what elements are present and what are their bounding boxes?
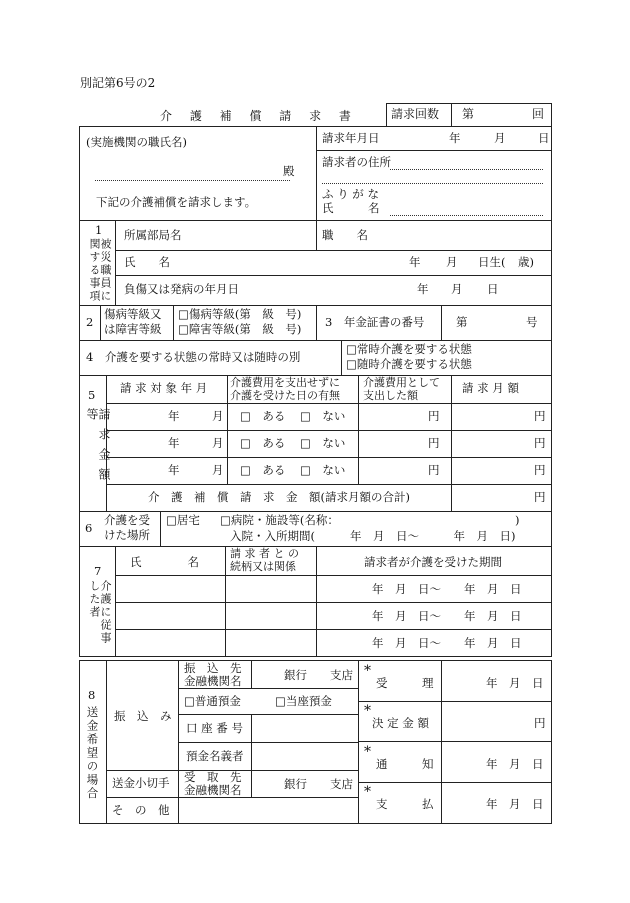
claim-date-month: 月: [494, 131, 506, 145]
notice-label: 通 知: [376, 757, 434, 771]
org-label: (実施機関の職氏名): [86, 135, 187, 149]
sec7-number: 7: [94, 564, 102, 578]
row-year: 年: [168, 409, 180, 423]
row-month: 月: [212, 409, 224, 423]
decided-amount-label: 決 定 金 額: [372, 716, 429, 730]
account-holder-label: 預金名義者: [186, 749, 244, 763]
post-label: 職 名: [322, 228, 368, 242]
decided-amount-yen: 円: [534, 716, 546, 730]
hospital-close-paren: ): [515, 513, 520, 527]
address-field-2[interactable]: [322, 183, 543, 184]
care-status-label: 4 介護を要する状態の常時又は随時の別: [86, 350, 301, 364]
sec6-number: 6: [85, 521, 93, 535]
has-days-option[interactable]: □ ある: [240, 463, 286, 477]
office-star: *: [364, 663, 371, 679]
row-year: 年: [168, 463, 180, 477]
sickness-grade-option[interactable]: □傷病等級(第 級 号): [178, 307, 302, 321]
payment-label: 支 払: [376, 797, 434, 811]
row-amount-yen: 円: [534, 463, 546, 477]
total-claim-label: 介 護 補 償 請 求 金 額(請求月額の合計): [148, 490, 410, 504]
form-title: 介 護 補 償 請 求 書: [160, 109, 358, 123]
sec5-number: 5: [88, 388, 96, 402]
injury-day: 日: [487, 282, 499, 296]
claim-month-header: 請 求 対 象 年 月: [120, 381, 208, 395]
pension-cert-prefix: 第: [456, 315, 468, 329]
disability-grade-option[interactable]: □障害等級(第 級 号): [178, 322, 302, 336]
transfer-bank-label-2: 金融機関名: [184, 674, 242, 688]
injury-year: 年: [417, 282, 429, 296]
birth-year: 年: [409, 255, 421, 269]
row-year: 年: [168, 436, 180, 450]
transfer-bank-label-1: 振 込 先: [184, 661, 242, 675]
row-amount-yen: 円: [534, 409, 546, 423]
dept-label: 所属部局名: [124, 228, 182, 242]
stay-period-label: 入院・入所期間(: [230, 529, 315, 543]
claimant-name-label: 氏 名: [322, 201, 380, 215]
account-number-label: 口 座 番 号: [186, 721, 243, 735]
occasional-care-option[interactable]: □随時介護を要する状態: [346, 357, 472, 371]
injury-month: 月: [451, 282, 463, 296]
total-claim-yen: 円: [534, 490, 546, 504]
org-name-field[interactable]: [95, 180, 290, 181]
office-star: *: [364, 703, 371, 719]
grade-label-2: は障害等級: [104, 322, 162, 336]
sec1-number: 1: [95, 223, 103, 237]
sec7-heading: 介護に従事した者: [88, 580, 112, 645]
birth-day: 日生(: [478, 255, 506, 269]
claim-date-year: 年: [449, 131, 461, 145]
checking-deposit-option[interactable]: □当座預金: [275, 694, 332, 708]
request-statement: 下記の介護補償を請求します。: [96, 195, 257, 209]
received-label: 受 理: [376, 676, 434, 690]
dono-label: 殿: [283, 164, 295, 178]
birth-month: 月: [446, 255, 458, 269]
expense-header-2: 支出した額: [363, 389, 418, 402]
care-place-label-2: けた場所: [104, 528, 150, 542]
ordinary-deposit-option[interactable]: □普通預金: [184, 694, 241, 708]
claimant-name-field[interactable]: [390, 215, 543, 216]
row-month: 月: [212, 463, 224, 477]
office-star: *: [364, 744, 371, 760]
no-expense-header-2: 介護を受けた日の有無: [230, 389, 340, 402]
no-days-option[interactable]: □ ない: [300, 436, 346, 450]
recv-bank-label-2: 金融機関名: [184, 783, 242, 797]
no-days-option[interactable]: □ ない: [300, 409, 346, 423]
hospital-option[interactable]: □病院・施設等(名称：: [220, 513, 339, 527]
claim-count-suffix: 回: [532, 107, 545, 121]
row-expense-yen: 円: [428, 409, 440, 423]
birth-age: 歳): [518, 255, 534, 269]
row-expense-yen: 円: [428, 436, 440, 450]
received-date: 年 月 日: [486, 676, 544, 690]
sec1-heading: 被災職員に関する事項: [88, 238, 112, 303]
sec8-heading: 送金希望の場合: [85, 706, 100, 801]
other-label: そ の 他: [112, 803, 170, 817]
injury-date-label: 負傷又は発病の年月日: [124, 282, 239, 296]
monthly-amount-header: 請 求 月 額: [462, 381, 519, 395]
remittance-check-label: 送金小切手: [112, 776, 170, 790]
recv-bank-name: 銀行 支店: [284, 777, 353, 791]
claim-count-label: 請求回数: [391, 107, 440, 121]
care-period-row: 年 月 日～ 年 月 日: [372, 609, 522, 623]
address-label: 請求者の住所: [322, 155, 391, 169]
claim-date-label: 請求年月日: [322, 131, 380, 145]
care-period-row: 年 月 日～ 年 月 日: [372, 582, 522, 596]
address-field-1[interactable]: [390, 169, 543, 170]
victim-name-label: 氏 名: [124, 255, 170, 269]
grade-label-1: 傷病等級又: [104, 307, 162, 321]
sec8-number: 8: [88, 688, 96, 702]
has-days-option[interactable]: □ ある: [240, 436, 286, 450]
notice-date: 年 月 日: [486, 757, 544, 771]
payment-date: 年 月 日: [486, 797, 544, 811]
home-option[interactable]: □居宅: [166, 513, 200, 527]
no-days-option[interactable]: □ ない: [300, 463, 346, 477]
care-period-row: 年 月 日～ 年 月 日: [372, 636, 522, 650]
pension-cert-suffix: 号: [526, 315, 538, 329]
care-period-header: 請求者が介護を受けた期間: [364, 555, 502, 569]
caregiver-name-header: 氏 名: [130, 555, 199, 569]
pension-cert-label: 3 年金証書の番号: [325, 315, 425, 329]
sec2-number: 2: [86, 315, 94, 329]
constant-care-option[interactable]: □常時介護を要する状態: [346, 342, 472, 356]
claim-count-prefix: 第: [462, 107, 475, 121]
expense-header-1: 介護費用として: [363, 376, 440, 389]
row-amount-yen: 円: [534, 436, 546, 450]
stay-period-dates: 年 月 日～ 年 月 日): [350, 529, 516, 543]
no-expense-header-1: 介護費用を支出せずに: [230, 376, 340, 389]
has-days-option[interactable]: □ ある: [240, 409, 286, 423]
recv-bank-label-1: 受 取 先: [184, 770, 242, 784]
relation-header-2: 続柄又は関係: [230, 560, 296, 573]
form-number: 別記第6号の2: [80, 76, 156, 90]
sec5-heading: 請求金額等: [85, 408, 111, 488]
relation-header-1: 請 求 者 と の: [230, 547, 299, 560]
furigana-label: ふ り が な: [322, 187, 379, 201]
transfer-bank-name: 銀行 支店: [284, 668, 353, 682]
care-place-label-1: 介護を受: [104, 513, 150, 527]
office-star: *: [364, 784, 371, 800]
row-month: 月: [212, 436, 224, 450]
row-expense-yen: 円: [428, 463, 440, 477]
claim-date-day: 日: [538, 131, 550, 145]
transfer-label: 振 込 み: [114, 709, 172, 723]
